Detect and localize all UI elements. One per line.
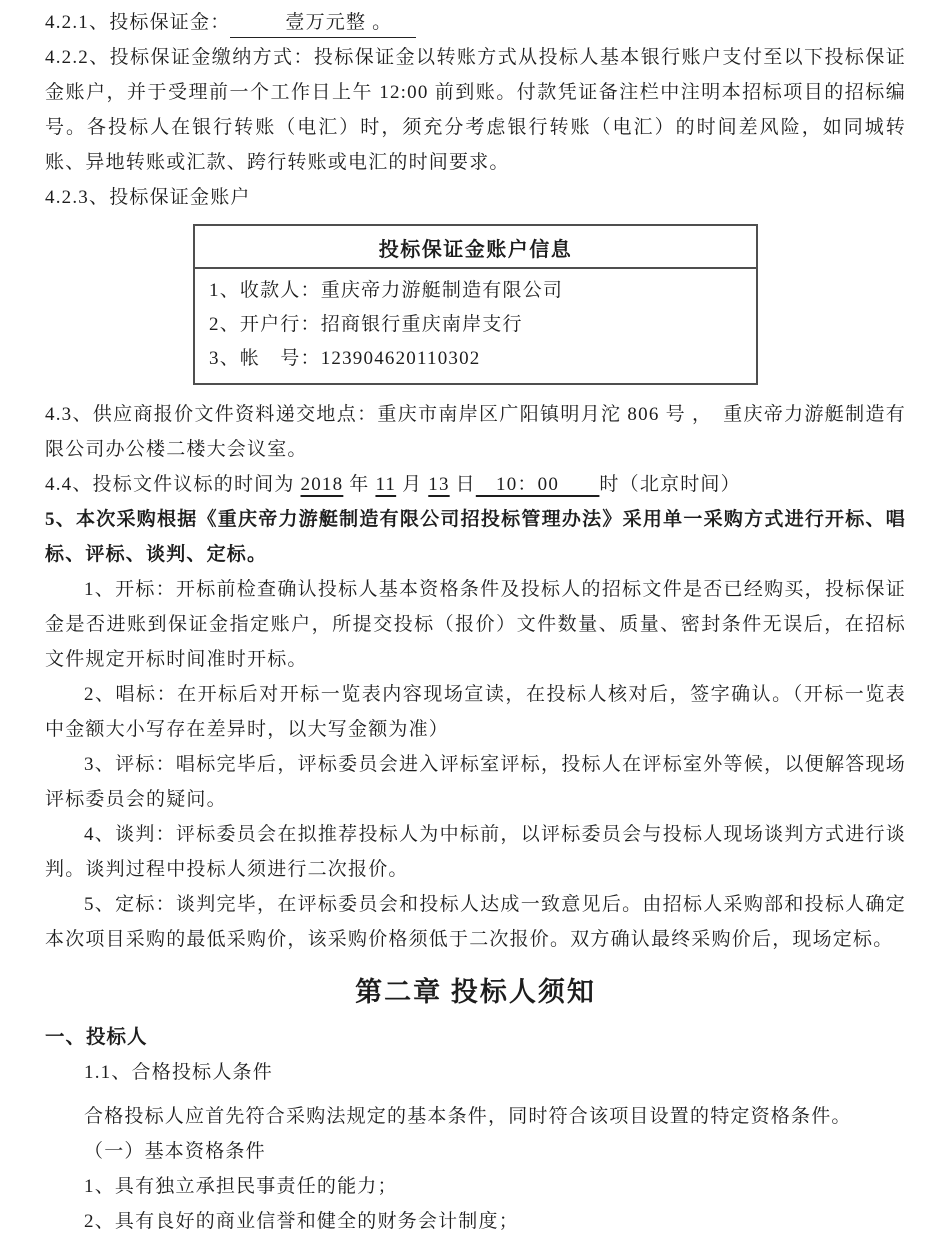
clause-4-2-1-label: 4.2.1、投标保证金： (45, 12, 231, 33)
clause-4-2-3: 4.2.3、投标保证金账户 (45, 187, 251, 208)
clause-4-4 (45, 467, 906, 502)
clause-1-1-heading: 1.1、合格投标人条件 (84, 1062, 273, 1083)
clause-4-2-2: 4.2.2、投标保证金缴纳方式：投标保证金以转账方式从投标人基本银行账户支付至以下投标保证金账户，并于受理前一个工作日上午 12:00 前到账。付款凭证备注栏中注明本招标项目的招标编号。各投标人在银行转账（电汇）时，须充分考虑银行转账（电汇）的时间差风险，如同城转账、异地转账或汇款、跨行转账或电汇的时间要求。 (45, 47, 906, 173)
table-row-account-number: 3、帐 号：123904620110302 (209, 348, 481, 369)
qualification-item-1: 1、具有独立承担民事责任的能力； (84, 1176, 398, 1197)
table-row-bank: 2、开户行：招商银行重庆南岸支行 (209, 314, 523, 335)
section-heading-bidder: 一、投标人 (45, 1026, 148, 1048)
deposit-amount-field (230, 10, 416, 38)
clause-4-4-suffix: 时（北京时间） (599, 474, 741, 495)
blank-fill (230, 27, 285, 28)
step-award: 5、定标：谈判完毕，在评标委员会和投标人达成一致意见后。由招标人采购部和投标人确定本次项目采购的最低采购价，该采购价格须低于二次报价。双方确认最终采购价后，现场定标。 (45, 894, 906, 950)
step-bid-opening: 1、开标：开标前检查确认投标人基本资格条件及投标人的招标文件是否已经购买，投标保证金是否进账到保证金指定账户，所提交投标（报价）文件数量、质量、密封条件无误后，在招标文件规定开标时间准时开标。 (45, 579, 906, 670)
year-unit: 年 (343, 474, 376, 495)
day-field: 13 (428, 474, 450, 495)
step-bid-reading: 2、唱标：在开标后对开标一览表内容现场宣读，在投标人核对后，签字确认。（开标一览表中金额大小写存在差异时，以大写金额为准） (45, 684, 906, 740)
qualified-bidder-paragraph: 合格投标人应首先符合采购法规定的基本条件，同时符合该项目设置的特定资格条件。 (84, 1106, 852, 1127)
year-field: 2018 (300, 474, 344, 495)
deposit-amount-value: 壹万元整 。 (285, 12, 393, 33)
month-field: 11 (375, 474, 397, 495)
clause-4-3: 4.3、供应商报价文件资料递交地点：重庆市南岸区广阳镇明月沱 806 号 ， 重庆帝力游艇制造有限公司办公楼二楼大会议室。 (45, 404, 906, 460)
day-unit: 日 (449, 474, 476, 495)
deposit-account-table (193, 224, 758, 385)
time-field: 10：00 (475, 474, 600, 495)
deposit-account-table-body (195, 269, 756, 383)
deposit-account-table-title: 投标保证金账户信息 (195, 226, 756, 269)
step-negotiation: 4、谈判：评标委员会在拟推荐投标人为中标前，以评标委员会与投标人现场谈判方式进行谈判。谈判过程中投标人须进行二次报价。 (45, 824, 906, 880)
month-unit: 月 (396, 474, 429, 495)
blank-fill (392, 27, 416, 28)
clause-5-procurement-method: 5、本次采购根据《重庆帝力游艇制造有限公司招投标管理办法》采用单一采购方式进行开标、唱标、评标、谈判、定标。 (45, 509, 906, 565)
clause-4-4-prefix: 4.4、投标文件议标的时间为 (45, 474, 301, 495)
qualification-item-2: 2、具有良好的商业信誉和健全的财务会计制度； (84, 1211, 519, 1232)
table-row-payee: 1、收款人：重庆帝力游艇制造有限公司 (209, 280, 564, 301)
basic-qualification-heading: （一）基本资格条件 (84, 1141, 266, 1162)
step-bid-evaluation: 3、评标：唱标完毕后，评标委员会进入评标室评标，投标人在评标室外等候，以便解答现场评标委员会的疑问。 (45, 754, 906, 810)
clause-4-2-1 (45, 5, 906, 40)
chapter-2-heading: 第二章 投标人须知 (355, 977, 596, 1007)
